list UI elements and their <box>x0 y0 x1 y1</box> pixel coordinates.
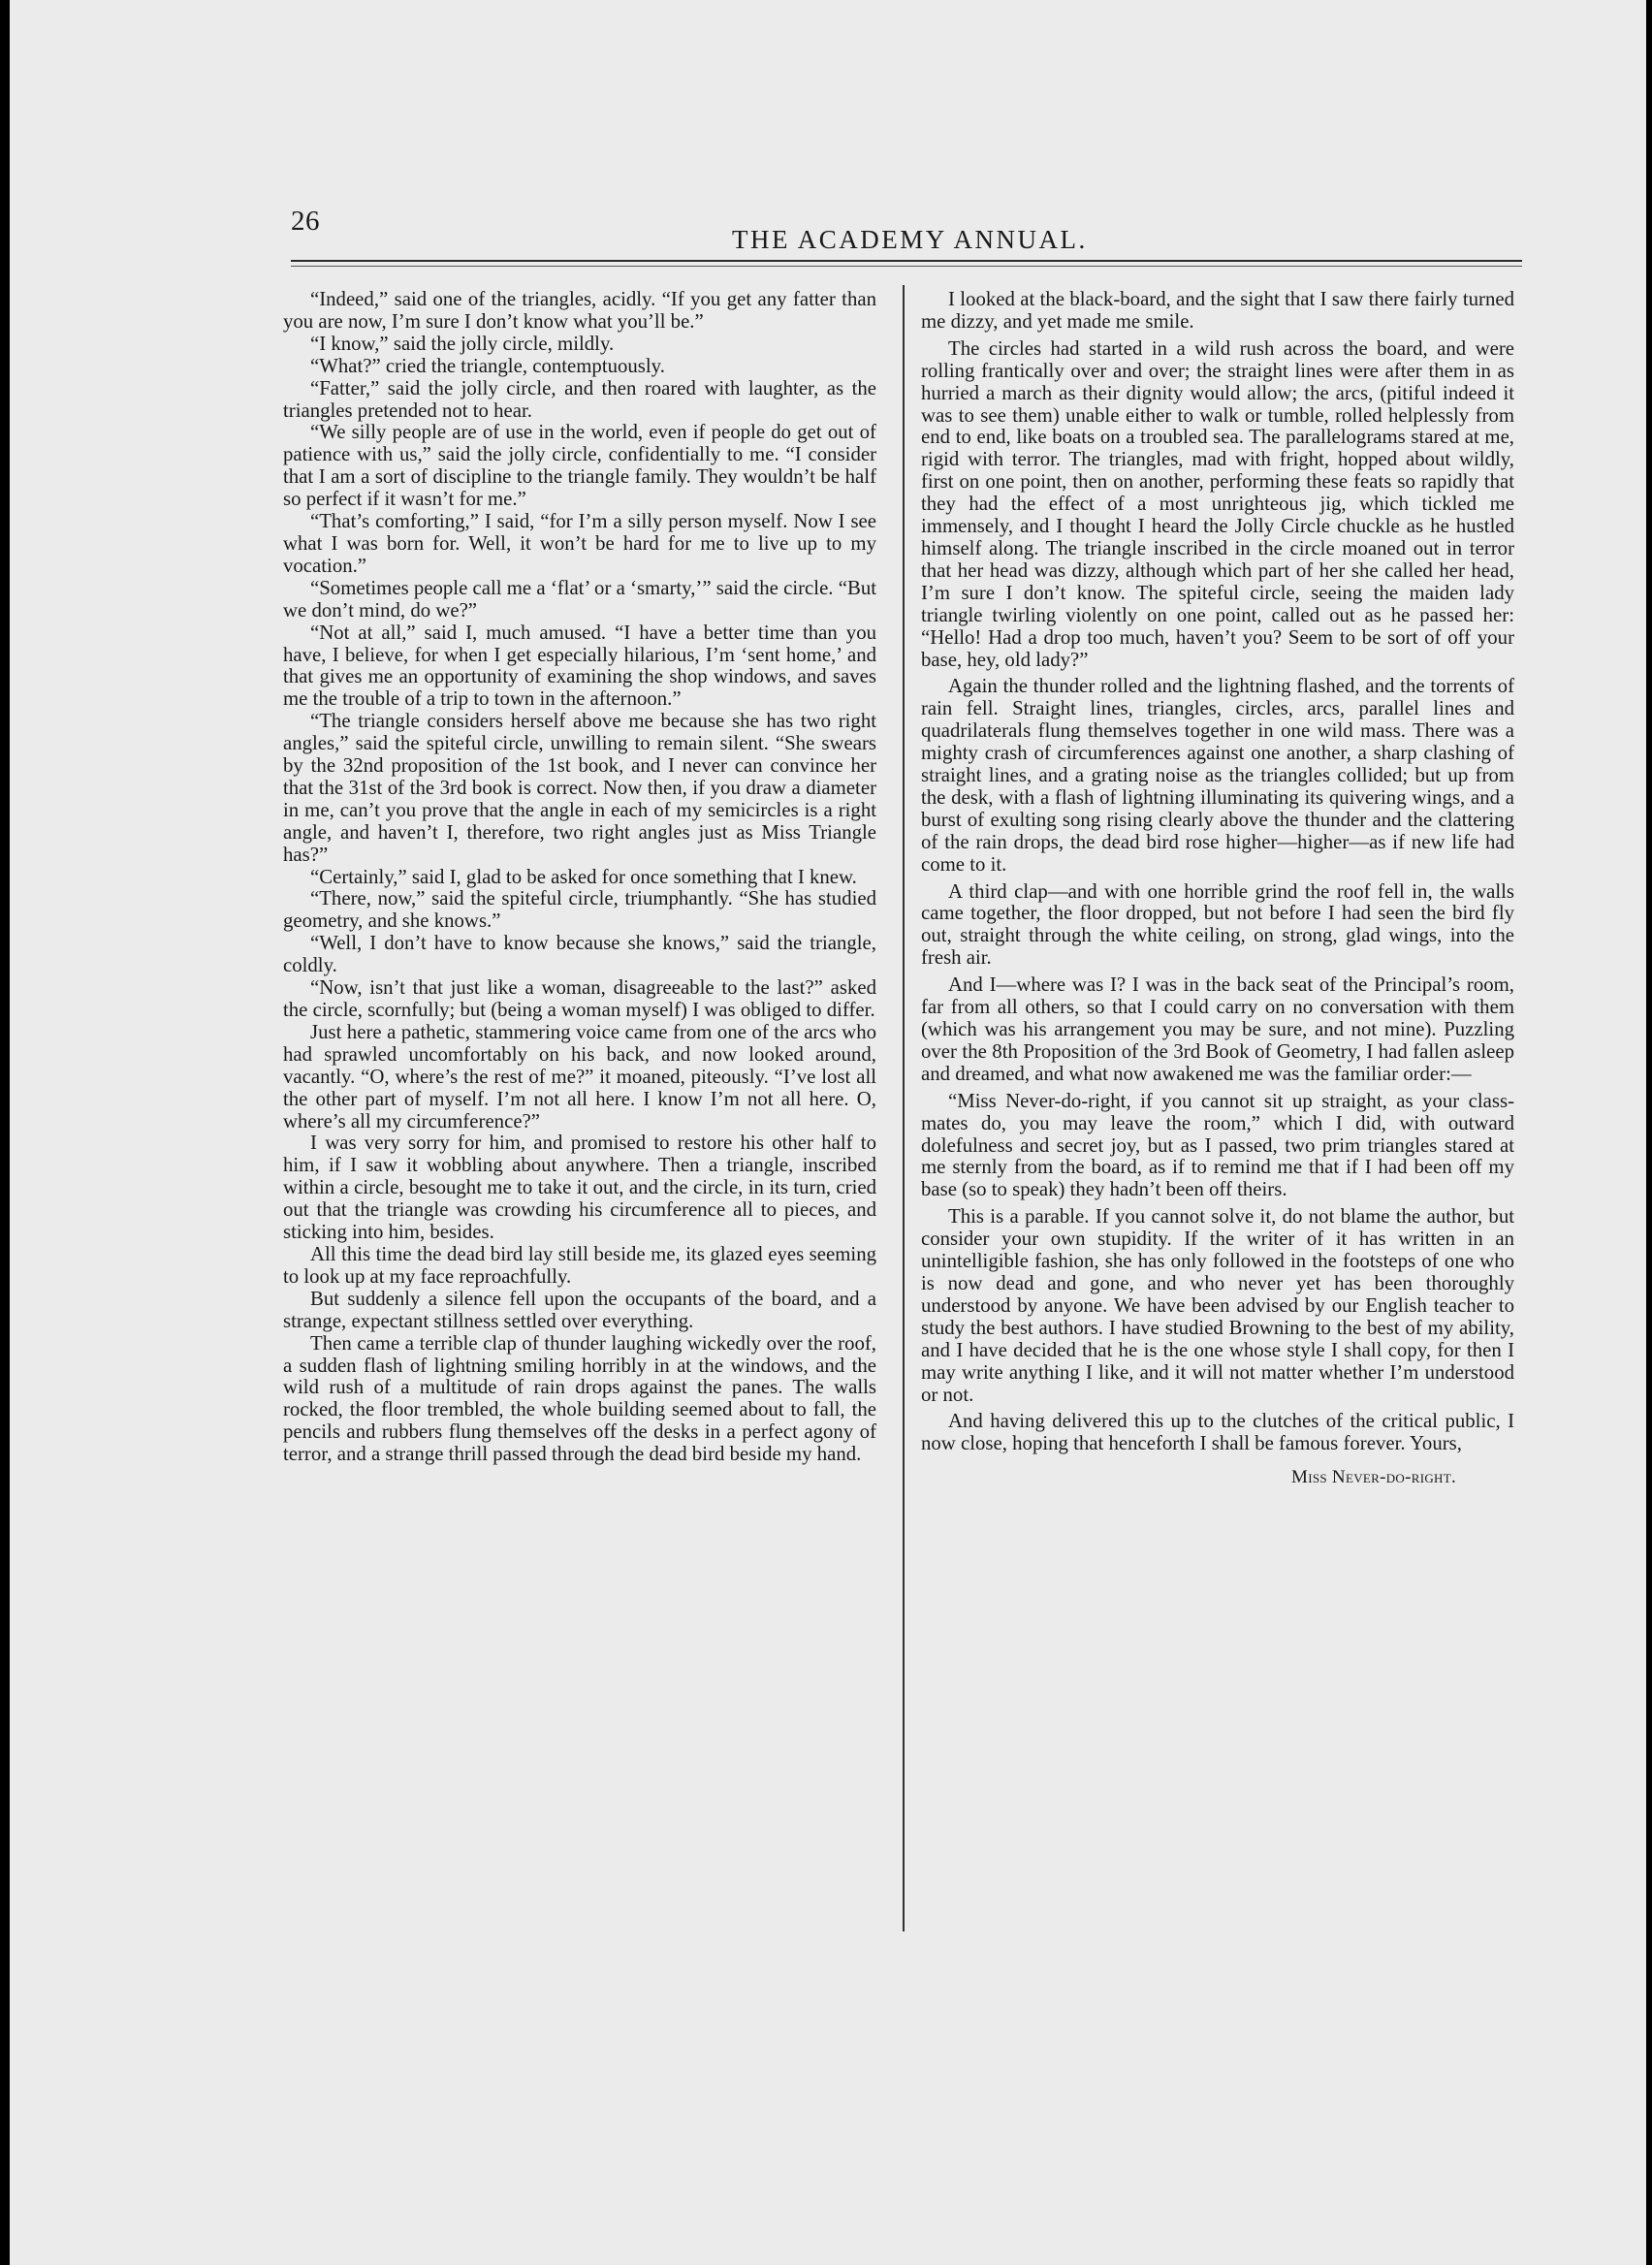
paragraph: “Now, isn’t that just like a woman, disagreeable to the last?” asked the circle, scornfully; but (being a woman myself) I was obliged to differ. <box>283 976 876 1021</box>
left-column <box>283 289 876 1466</box>
running-head: THE ACADEMY ANNUAL. <box>732 225 1088 254</box>
paragraph: Again the thunder rolled and the lightning flashed, and the torrents of rain fell. Straight lines, triangles, circles, arcs, parallel lines and quadrilaterals flung themselves together in one wild mass. There was a mighty crash of circumferences against one another, a sharp clashing of straight lines, and a grating noise as the triangles collided; but up from the desk, with a flash of lightning illuminating its quivering wings, and a burst of exulting song rising clearly above the thunder and the clattering of the rain drops, the dead bird rose higher—higher—as if new life had come to it. <box>921 675 1514 876</box>
author-signature: Miss Never-do-right. <box>1291 1467 1456 1488</box>
right-column <box>921 289 1514 1489</box>
paragraph: “Not at all,” said I, much amused. “I have a better time than you have, I believe, for when I get especially hilarious, I’m ‘sent home,’ and that gives me an opportunity of examining the shop windows, and saves me the trouble of a trip to town in the afternoon.” <box>283 621 876 711</box>
header-rule-thin <box>291 266 1522 267</box>
paragraph: “Sometimes people call me a ‘flat’ or a ‘smarty,’” said the circle. “But we don’t mind, do we?” <box>283 576 876 622</box>
paragraph: This is a parable. If you cannot solve it, do not blame the author, but consider your own stupidity. If the writer of it has written in an unintelligible fashion, she has only followed in the footsteps of one who is now dead and gone, and who never yet has been thoroughly understood by anyone. We have been advised by our English teacher to study the best authors. I have studied Browning to the best of my ability, and I have decided that he is the one whose style I shall copy, for then I may write anything I like, and it will not matter whether I’m understood or not. <box>921 1205 1514 1406</box>
paragraph: Then came a terrible clap of thunder laughing wickedly over the roof, a sudden flash of lightning smiling horribly in at the windows, and the wild rush of a multitude of rain drops against the panes. The walls rocked, the floor trembled, the whole building seemed about to fall, the pencils and rubbers flung themselves off the desks in a perfect agony of terror, and a strange thrill passed through the dead bird beside my hand. <box>283 1331 876 1466</box>
paragraph: Just here a pathetic, stammering voice came from one of the arcs who had sprawled uncomfortably on his back, and now looked around, vacantly. “O, where’s the rest of me?” it moaned, piteously. “I’ve lost all the other part of myself. I’m not all here. I know I’m not all here. O, where’s all my circumference?” <box>283 1020 876 1132</box>
paragraph: “That’s comforting,” I said, “for I’m a silly person myself. Now I see what I was born for. Well, it won’t be hard for me to live up to my vocation.” <box>283 510 876 577</box>
paragraph: A third clap—and with one horrible grind the roof fell in, the walls came together, the floor dropped, but not before I had seen the bird fly out, straight through the white ceiling, on strong, glad wings, into the fresh air. <box>921 879 1514 970</box>
paragraph: “Certainly,” said I, glad to be asked for once something that I knew. <box>310 865 857 888</box>
document-page <box>10 0 1646 2265</box>
paragraph: I looked at the black-board, and the sight that I saw there fairly turned me dizzy, and yet made me smile. <box>921 288 1514 333</box>
header-rule <box>291 260 1522 262</box>
paragraph: “The triangle considers herself above me because she has two right angles,” said the spiteful circle, unwilling to remain silent. “She swears by the 32nd proposition of the 1st book, and I never can convince her that the 31st of the 3rd book is correct. Now then, if you draw a diameter in me, can’t you prove that the angle in each of my semicircles is a right angle, and haven’t I, therefore, two right angles just as Miss Triangle has?” <box>283 710 876 866</box>
paragraph: “What?” cried the triangle, contemptuously. <box>310 354 665 377</box>
paragraph: “Indeed,” said one of the triangles, acidly. “If you get any fatter than you are now, I’m sure I don’t know what you’ll be.” <box>283 288 876 333</box>
paragraph: “There, now,” said the spiteful circle, triumphantly. “She has studied geometry, and she knows.” <box>283 887 876 933</box>
paragraph: And having delivered this up to the clutches of the critical public, I now close, hoping that henceforth I shall be famous forever. Yours, <box>921 1410 1514 1455</box>
paragraph: I was very sorry for him, and promised to restore his other half to him, if I saw it wobbling about anywhere. Then a triangle, inscribed within a circle, besought me to take it out, and the circle, in its turn, cried out that the triangle was crowding his circumference all to pieces, and sticking into him, besides. <box>283 1132 876 1244</box>
paragraph: “I know,” said the jolly circle, mildly. <box>310 332 615 355</box>
paragraph: All this time the dead bird lay still beside me, its glazed eyes seeming to look up at my face reproachfully. <box>283 1242 876 1288</box>
page-number: 26 <box>291 206 320 237</box>
paragraph: “Fatter,” said the jolly circle, and then roared with laughter, as the triangles pretended not to hear. <box>283 376 876 422</box>
paragraph: “Well, I don’t have to know because she knows,” said the triangle, coldly. <box>283 932 876 977</box>
paragraph: “We silly people are of use in the world, even if people do get out of patience with us,” said the jolly circle, confidentially to me. “I consider that I am a sort of discipline to the triangle family. They wouldn’t be half so perfect if it wasn’t for me.” <box>283 421 876 511</box>
paragraph: But suddenly a silence fell upon the occupants of the board, and a strange, expectant stillness settled over everything. <box>283 1287 876 1332</box>
column-divider <box>903 285 905 1931</box>
paragraph: “Miss Never-do-right, if you cannot sit up straight, as your class-mates do, you may leave the room,” which I did, with outward dolefulness and secret joy, but as I passed, two prim triangles stared at me sternly from the board, as if to remind me that if I had been off my base (so to speak) they hadn’t been off theirs. <box>921 1089 1514 1201</box>
paragraph: The circles had started in a wild rush across the board, and were rolling frantically over and over; the straight lines were after them in as hurried a march as their dignity would allow; the arcs, (pitiful indeed it was to see them) unable either to walk or tumble, rolled helplessly from end to end, like boats on a troubled sea. The parallelograms stared at me, rigid with terror. The triangles, mad with fright, hopped about wildly, first on one point, then on another, performing these feats so rapidly that they had the effect of a most unrighteous jig, which tickled me immensely, and I thought I heard the Jolly Circle chuckle as he hustled himself along. The triangle inscribed in the circle moaned out in terror that her head was dizzy, although which part of her she called her head, I’m sure I don’t know. The spiteful circle, seeing the maiden lady triangle twirling violently on one point, called out as he passed her: “Hello! Had a drop too much, haven’t you? Seem to be sort of off your base, hey, old lady?” <box>921 336 1514 671</box>
paragraph: And I—where was I? I was in the back seat of the Principal’s room, far from all others, so that I could carry on no conversation with them (which was his arrangement you may be sure, and not mine). Puzzling over the 8th Proposition of the 3rd Book of Geometry, I had fallen asleep and dreamed, and what now awakened me was the familiar order:— <box>921 973 1514 1085</box>
